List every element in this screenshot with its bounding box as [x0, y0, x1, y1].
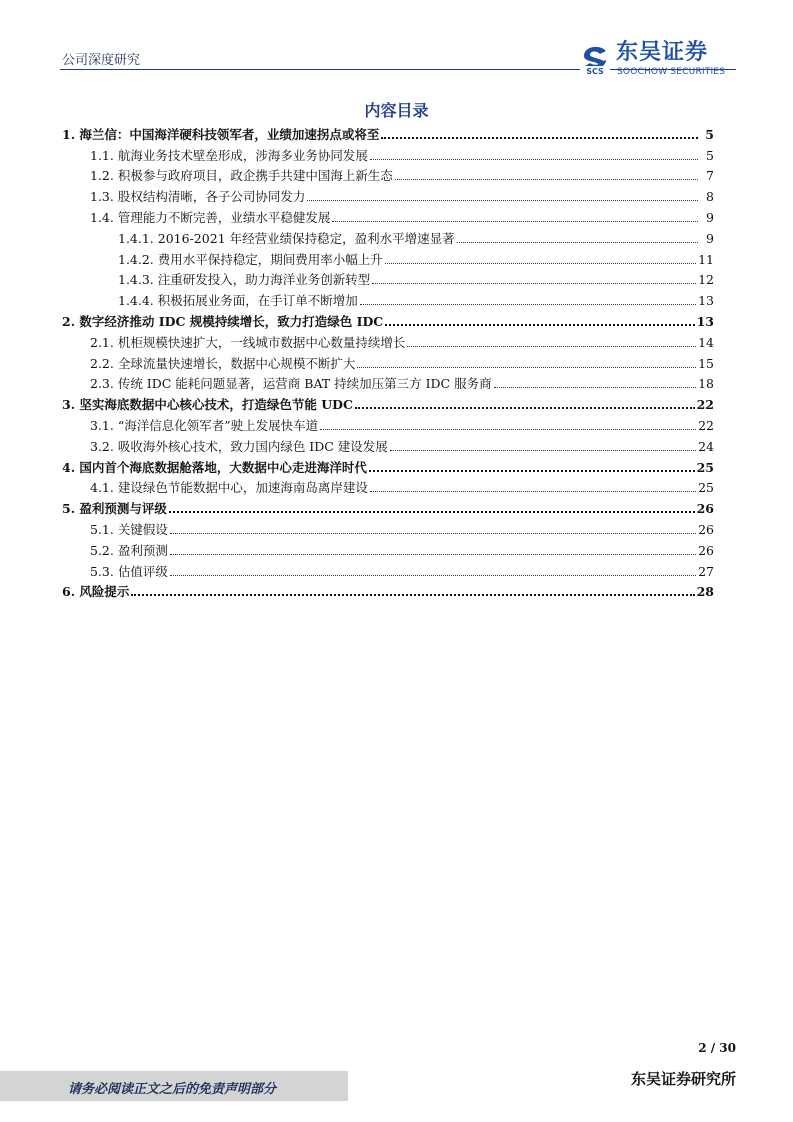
- toc-leader: [372, 283, 696, 284]
- logo-mark-text: SCS: [586, 67, 604, 76]
- toc-entry[interactable]: [62, 163, 714, 184]
- toc-leader: [332, 221, 698, 222]
- toc-entry[interactable]: [62, 183, 714, 204]
- toc-page-number: 13: [696, 313, 714, 329]
- toc-entry-text: 1. 海兰信：中国海洋硬科技领军者，业绩加速拐点或将至: [62, 126, 380, 142]
- toc-entry-text: 4.1. 建设绿色节能数据中心，加速海南岛离岸建设: [90, 480, 368, 496]
- toc-page-number: 18: [698, 376, 714, 392]
- toc-entry[interactable]: [62, 454, 714, 475]
- toc-leader: [381, 137, 698, 139]
- toc-page-number: 11: [698, 251, 714, 267]
- toc-entry[interactable]: [62, 308, 714, 329]
- toc-entry-text: 1.1. 航海业务技术壁垒形成，涉海多业务协同发展: [90, 147, 368, 163]
- toc-page-number: 26: [696, 501, 714, 517]
- toc-entry[interactable]: [62, 475, 714, 496]
- toc-entry-text: 2.2. 全球流量快速增长，数据中心规模不断扩大: [90, 355, 356, 371]
- toc-entry[interactable]: [62, 267, 714, 288]
- toc-leader: [131, 594, 694, 596]
- toc-entry[interactable]: [62, 495, 714, 516]
- toc-entry-text: 4. 国内首个海底数据舱落地，大数据中心走进海洋时代: [62, 459, 367, 475]
- toc-leader: [170, 554, 696, 555]
- toc-leader: [390, 450, 696, 451]
- toc-leader: [355, 407, 695, 409]
- toc-entry[interactable]: [62, 246, 714, 267]
- toc-page-number: 26: [698, 542, 714, 558]
- toc-entry-text: 6. 风险提示: [62, 584, 130, 600]
- toc-entry-text: 1.2. 积极参与政府项目，政企携手共建中国海上新生态: [90, 168, 393, 184]
- toc-entry[interactable]: [62, 287, 714, 308]
- toc-entry-text: 5. 盈利预测与评级: [62, 501, 167, 517]
- toc-page-number: 9: [706, 209, 714, 225]
- toc-entry-text: 2.1. 机柜规模快速扩大，一线城市数据中心数量持续增长: [90, 334, 406, 350]
- toc-entry-text: 2. 数字经济推动 IDC 规模持续增长，致力打造绿色 IDC: [62, 313, 384, 329]
- toc-leader: [170, 575, 696, 576]
- toc-leader: [357, 367, 696, 368]
- toc-page-number: 9: [706, 230, 714, 246]
- toc-entry-text: 1.4. 管理能力不断完善，业绩水平稳健发展: [90, 209, 331, 225]
- toc-page-number: 5: [706, 147, 714, 163]
- toc-leader: [385, 263, 696, 264]
- toc-entry-text: 3.2. 吸收海外核心技术，致力国内绿色 IDC 建设发展: [90, 438, 388, 454]
- toc-page-number: 8: [706, 189, 714, 205]
- toc-entry-text: 5.3. 估值评级: [90, 563, 168, 579]
- toc-page-number: 22: [698, 417, 714, 433]
- toc-entry[interactable]: [62, 537, 714, 558]
- toc-leader: [370, 159, 698, 160]
- logo-name-en: SOOCHOW SECURITIES: [617, 67, 726, 77]
- toc-page-number: 14: [698, 334, 714, 350]
- toc-entry-text: 5.1. 关键假设: [90, 521, 168, 537]
- page-number: 2 / 30: [698, 1041, 736, 1055]
- toc-title: 内容目录: [364, 101, 429, 120]
- toc-page-number: 25: [696, 459, 714, 475]
- toc-entry[interactable]: [62, 121, 714, 142]
- toc-page-number: 12: [698, 272, 714, 288]
- toc-leader: [457, 242, 698, 243]
- soochow-logo-icon: [578, 42, 612, 76]
- toc-entry[interactable]: [62, 225, 714, 246]
- toc-leader: [385, 324, 694, 326]
- toc-entry[interactable]: [62, 579, 714, 600]
- toc-leader: [169, 511, 695, 513]
- logo-name-cn: 东吴证券: [616, 40, 709, 65]
- table-of-contents: [62, 121, 714, 599]
- toc-page-number: 7: [706, 168, 714, 184]
- toc-leader: [360, 304, 696, 305]
- toc-leader: [369, 470, 695, 472]
- toc-entry-text: 1.4.2. 费用水平保持稳定，期间费用率小幅上升: [118, 251, 383, 267]
- toc-page-number: 24: [698, 438, 714, 454]
- toc-entry-text: 3.1. “海洋信息化领军者”驶上发展快车道: [90, 417, 319, 433]
- toc-leader: [170, 533, 696, 534]
- toc-page-number: 27: [698, 563, 714, 579]
- toc-leader: [320, 429, 696, 430]
- toc-leader: [395, 179, 698, 180]
- toc-entry-text: 1.3. 股权结构清晰，各子公司协同发力: [90, 189, 306, 205]
- toc-entry[interactable]: [62, 412, 714, 433]
- toc-entry-text: 1.4.3. 注重研发投入，助力海洋业务创新转型: [118, 272, 371, 288]
- toc-entry-text: 3. 坚实海底数据中心核心技术，打造绿色节能 UDC: [62, 397, 353, 413]
- toc-entry-text: 5.2. 盈利预测: [90, 542, 168, 558]
- toc-entry[interactable]: [62, 516, 714, 537]
- toc-leader: [494, 387, 697, 388]
- toc-entry[interactable]: [62, 350, 714, 371]
- toc-leader: [407, 346, 696, 347]
- toc-page-number: 26: [698, 521, 714, 537]
- toc-entry[interactable]: [62, 433, 714, 454]
- report-type-label: 公司深度研究: [62, 53, 141, 68]
- toc-entry-text: 1.4.1. 2016-2021 年经营业绩保持稳定，盈利水平增速显著: [118, 230, 455, 246]
- toc-page-number: 13: [698, 293, 714, 309]
- toc-entry[interactable]: [62, 329, 714, 350]
- toc-entry[interactable]: [62, 371, 714, 392]
- toc-leader: [307, 200, 698, 201]
- toc-leader: [370, 491, 696, 492]
- toc-entry[interactable]: [62, 204, 714, 225]
- disclaimer-note: 请务必阅读正文之后的免责声明部分: [68, 1082, 277, 1097]
- toc-entry[interactable]: [62, 142, 714, 163]
- toc-page-number: 15: [698, 355, 714, 371]
- research-institute-name: 东吴证券研究所: [630, 1070, 736, 1088]
- toc-entry-text: 2.3. 传统 IDC 能耗问题显著，运营商 BAT 持续加压第三方 IDC 服务商: [90, 376, 492, 392]
- toc-page-number: 28: [696, 584, 714, 600]
- toc-entry[interactable]: [62, 558, 714, 579]
- toc-page-number: 22: [696, 397, 714, 413]
- toc-page-number: 5: [705, 126, 714, 142]
- toc-page-number: 25: [698, 480, 714, 496]
- soochow-logo: [578, 42, 743, 78]
- toc-entry[interactable]: [62, 391, 714, 412]
- toc-entry-text: 1.4.4. 积极拓展业务面，在手订单不断增加: [118, 293, 358, 309]
